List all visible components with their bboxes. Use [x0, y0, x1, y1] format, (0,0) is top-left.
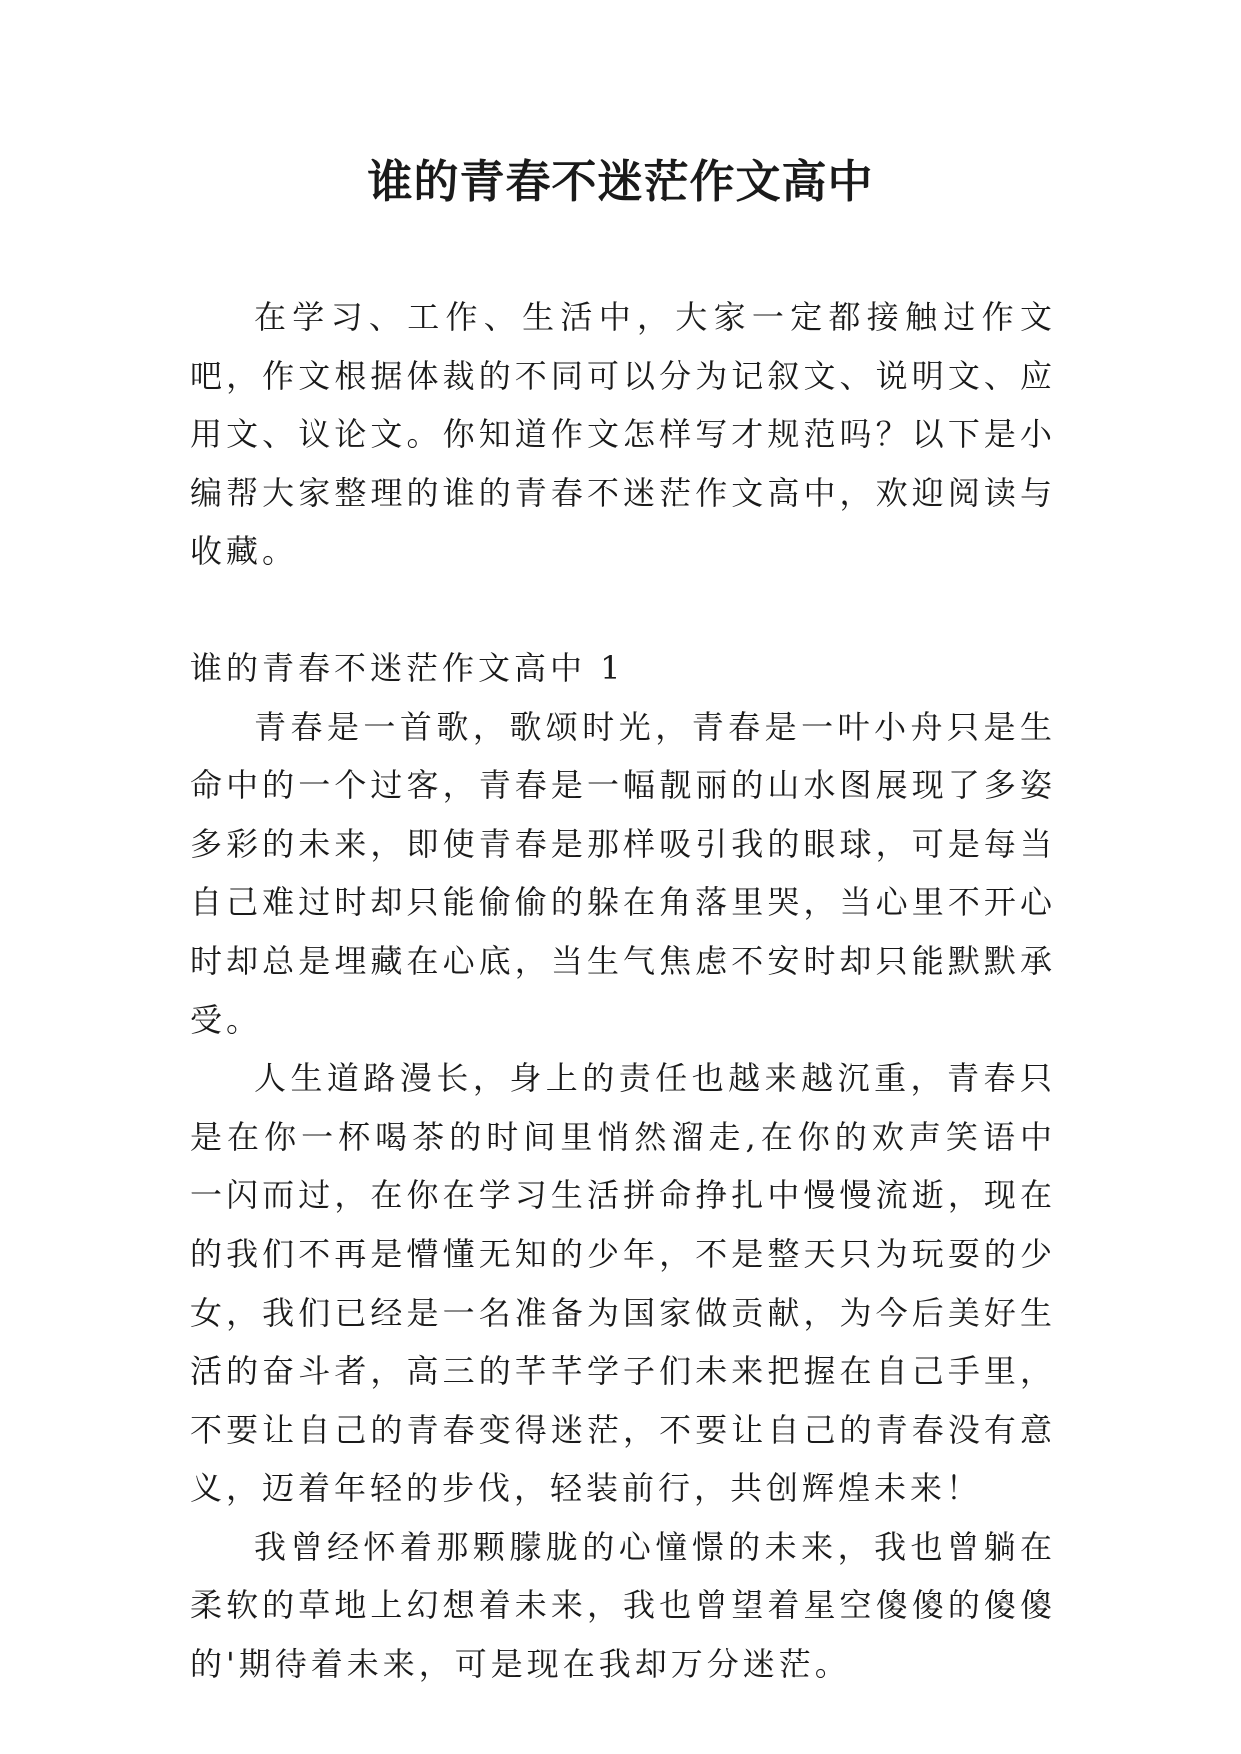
document-body [190, 288, 1056, 1694]
body-paragraph-1: 青春是一首歌，歌颂时光，青春是一叶小舟只是生命中的一个过客，青春是一幅靓丽的山水图展现了多姿多彩的未来，即使青春是那样吸引我的眼球，可是每当自己难过时却只能偷偷的躲在角落里哭，当心里不开心时却总是埋藏在心底，当生气焦虑不安时却只能默默承受。 [190, 707, 1056, 1039]
body-paragraph-3: 我曾经怀着那颗朦胧的心憧憬的未来，我也曾躺在柔软的草地上幻想着未来，我也曾望着星空傻傻的傻傻的'期待着未来，可是现在我却万分迷茫。 [190, 1527, 1056, 1684]
document-title: 谁的青春不迷茫作文高中 [367, 155, 874, 208]
intro-paragraph: 在学习、工作、生活中，大家一定都接触过作文吧，作文根据体裁的不同可以分为记叙文、说明文、应用文、议论文。你知道作文怎样写才规范吗？以下是小编帮大家整理的谁的青春不迷茫作文高中，欢迎阅读与收藏。 [190, 298, 1056, 571]
paragraph-spacer [190, 581, 1056, 639]
section-heading: 谁的青春不迷茫作文高中 1 [190, 648, 625, 687]
body-paragraph-2: 人生道路漫长，身上的责任也越来越沉重，青春只是在你一杯喝茶的时间里悄然溜走,在你的欢声笑语中一闪而过，在你在学习生活拼命挣扎中慢慢流逝，现在的我们不再是懵懂无知的少年，不是整天只为玩耍的少女，我们已经是一名准备为国家做贡献，为今后美好生活的奋斗者，高三的芊芊学子们未来把握在自己手里，不要让自己的青春变得迷茫，不要让自己的青春没有意义，迈着年轻的步伐，轻装前行，共创辉煌未来！ [190, 1059, 1056, 1508]
